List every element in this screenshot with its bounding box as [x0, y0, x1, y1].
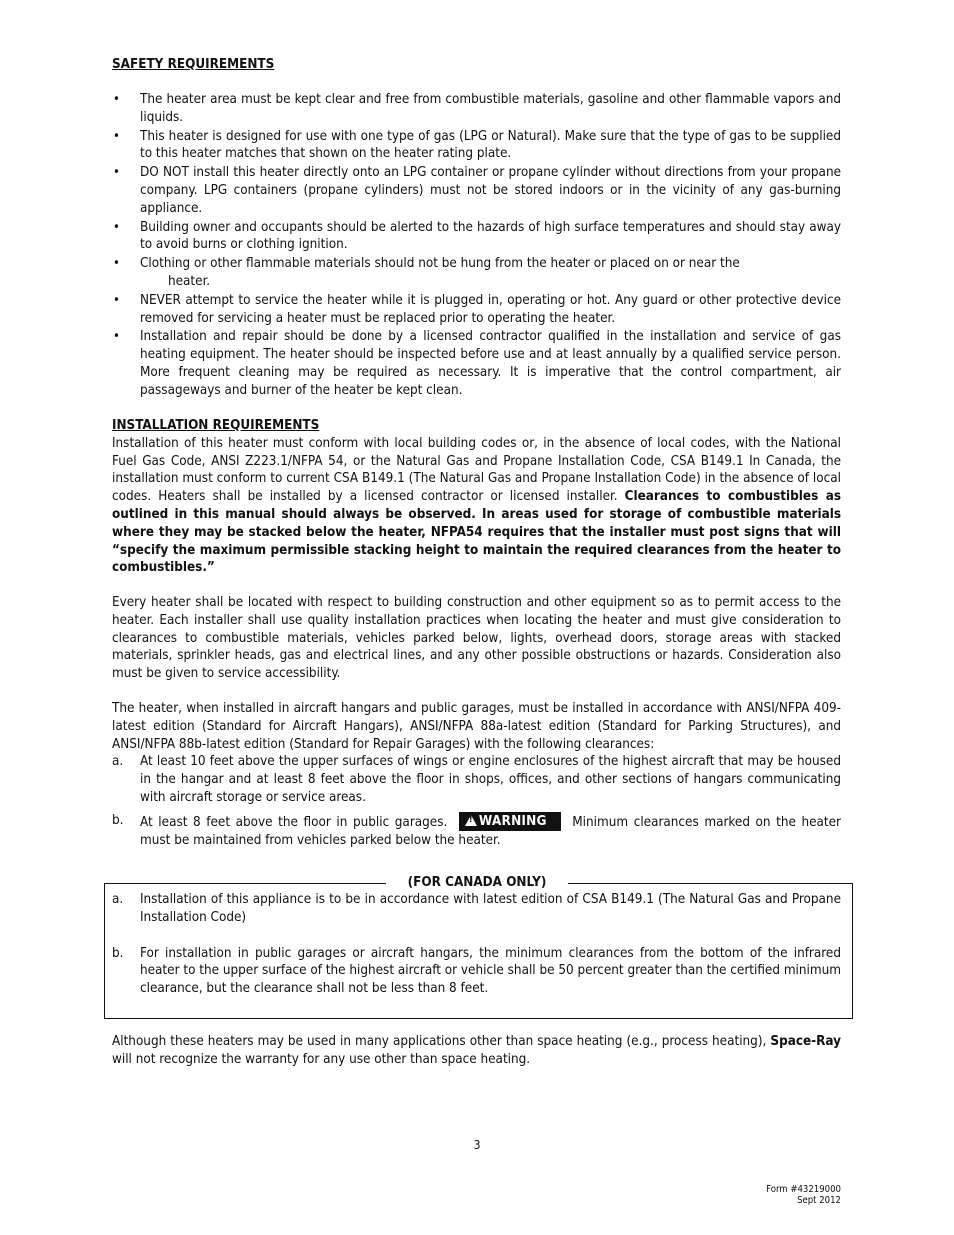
installation-paragraph-2: Every heater shall be located with respect to building construction and other equipment so as to permit access to the heater. Each installer shall use quality installation practices when locating the heater and must give consideration to clearances to combustible materials, vehicles parked below, lights, overhead doors, storage areas with stacked materials, sprinkler heads, gas and electrical lines, and any other possible obstructions or hazards. Consideration also must be given to service accessibility. [112, 595, 841, 682]
safety-section [112, 56, 841, 74]
clearance-item-a-text: At least 10 feet above the upper surfaces of wings or engine enclosures of the highest aircraft that may be housed in the hangar and at least 8 feet above the floor in shops, offices, and other sections of hangars communicating with aircraft storage or service areas. [140, 754, 841, 805]
clearance-item-b-mark: b. [112, 812, 124, 828]
safety-item: • DO NOT install this heater directly onto an LPG container or propane cylinder without directions from your propane company. LPG containers (propane cylinders) must not be stored indoors or in the vicinity of any gas-burning appliance. [112, 164, 841, 217]
warranty-text-post: will not recognize the warranty for any use other than space heating. [112, 1051, 531, 1067]
safety-item: • Installation and repair should be done by a licensed contractor qualified in the installation and service of gas heating equipment. The heater should be inspected before use and at least annually by a qualified service person. More frequent cleaning may be required as necessary. It is imperative that the control compartment, air passageways and burner of the heater be kept clean. [112, 328, 841, 399]
form-info [766, 1184, 841, 1206]
clearance-list [112, 753, 841, 849]
clearance-item-b [112, 812, 841, 850]
page-number: 3 [473, 1138, 481, 1152]
clearance-item-b-post: Minimum clearances marked on the heater must be maintained from vehicles parked below the heater. [140, 814, 842, 848]
safety-heading: SAFETY REQUIREMENTS [112, 57, 275, 72]
warning-badge-label: WARNING [478, 812, 547, 829]
canada-title-wrap [0, 874, 954, 892]
warranty-paragraph [112, 1033, 841, 1069]
canada-item-a-text: Installation of this appliance is to be in accordance with latest edition of CSA B149.1 (The Natural Gas and Propane Installation Code) [140, 892, 841, 925]
safety-list-container [112, 91, 841, 401]
clearance-item-b-pre: At least 8 feet above the floor in public garages. [140, 814, 448, 830]
clothing-line2: heater. [168, 273, 211, 289]
canada-item-a-mark: a. [112, 892, 124, 907]
safety-item: • The heater area must be kept clear and free from combustible materials, gasoline and other flammable vapors and liquids. [112, 91, 841, 127]
canada-title: (FOR CANADA ONLY) [386, 875, 569, 890]
installation-section [112, 417, 841, 577]
brand-name: Space-Ray [770, 1034, 841, 1049]
form-date: Sept 2012 [797, 1195, 841, 1206]
installation-clearances [112, 700, 841, 849]
canada-item-b-mark: b. [112, 945, 124, 961]
canada-list-container [112, 891, 841, 998]
installation-paragraph-1 [112, 435, 841, 577]
canada-list [112, 891, 841, 998]
installation-heading: INSTALLATION REQUIREMENTS [112, 418, 320, 433]
warning-badge [459, 812, 561, 831]
installation-para1-bold: Clearances to combustibles as outlined in this manual should always be observed. In areas used for storage of combustible materials where they may be stacked below the heater, NFPA54 requires that the installer must post signs that will “specify the maximum permissible stacking height to maintain the required clearances from the heater to combustibles.” [112, 489, 842, 576]
form-number: Form #43219000 [766, 1184, 841, 1195]
safety-item: • NEVER attempt to service the heater while it is plugged in, operating or hot. Any guard or other protective device removed for servicing a heater must be replaced prior to operating the heater. [112, 292, 841, 328]
installation-para1-normal: Installation of this heater must conform with local building codes or, in the absence of local codes, with the National Fuel Gas Code, ANSI Z223.1/NFPA 54, or the Natural Gas and Propane Installation Code, CSA B149.1 In Canada, the installation must conform to current CSA B149.1 (The Natural Gas and Propane Installation Code) in the absence of local codes. Heaters shall be installed by a licensed contractor or licensed installer. [112, 435, 841, 505]
warranty-text-pre: Although these heaters may be used in many applications other than space heating (e.g., process heating), [112, 1034, 767, 1049]
safety-list [112, 91, 841, 400]
clothing-line1: Clothing or other flammable materials should not be hung from the heater or placed on or near the [140, 256, 740, 272]
safety-item-clothing [112, 255, 841, 291]
canada-item-b [112, 945, 841, 998]
safety-item: • Building owner and occupants should be alerted to the hazards of high surface temperatures and should stay away to avoid burns or clothing ignition. [112, 219, 841, 255]
warning-triangle-icon [465, 815, 477, 826]
canada-item-a [112, 891, 841, 927]
clearance-item-a-mark: a. [112, 754, 124, 770]
clearance-item-a [112, 753, 841, 806]
installation-paragraph-3: The heater, when installed in aircraft hangars and public garages, must be installed in accordance with ANSI/NFPA 409-latest edition (Standard for Aircraft Hangars), ANSI/NFPA 88a-latest edition (Standard for Parking Structures), and ANSI/NFPA 88b-latest edition (Standard for Repair Garages) with the following clearances: [112, 701, 841, 752]
canada-item-b-text: For installation in public garages or aircraft hangars, the minimum clearances from the bottom of the infrared heater to the upper surface of the highest aircraft or vehicle shall be 50 percent greater than the certified minimum clearance, but the clearance shall not be less than 8 feet. [140, 945, 841, 997]
safety-item: • This heater is designed for use with one type of gas (LPG or Natural). Make sure that the type of gas to be supplied to this heater matches that shown on the heater rating plate. [112, 128, 841, 164]
